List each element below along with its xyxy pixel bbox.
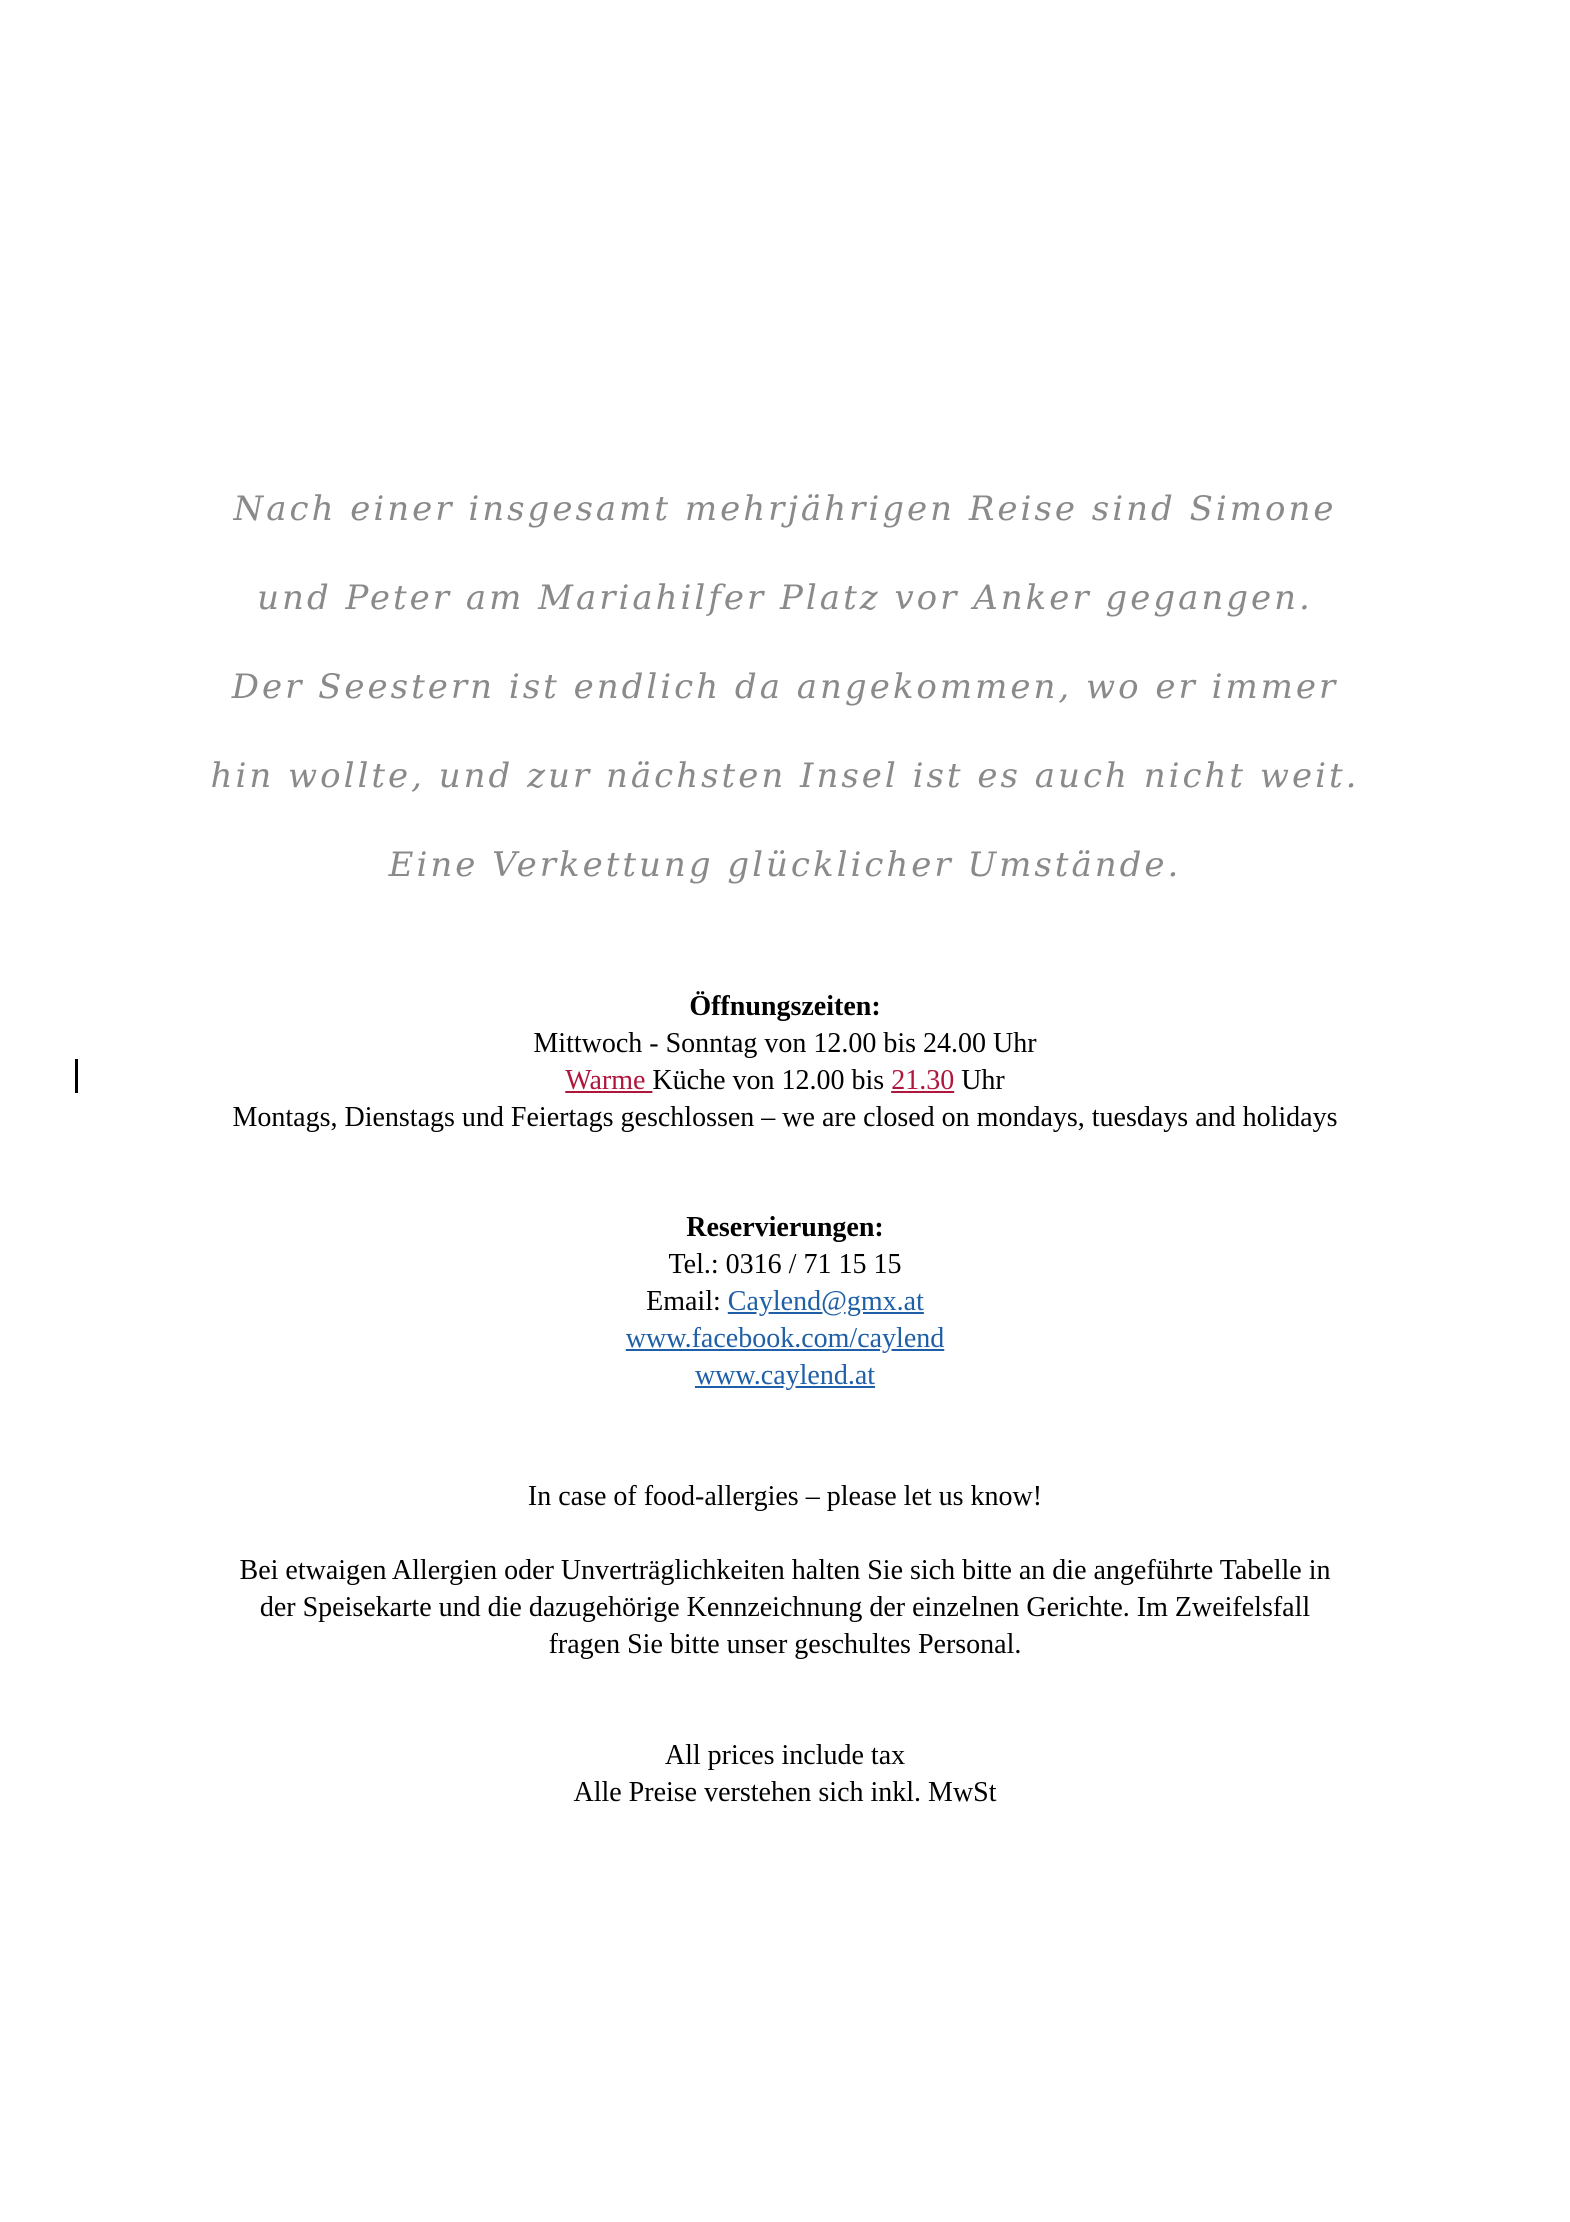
intro-line: Nach einer insgesamt mehrjährigen Reise sind Simone [233,489,1337,529]
intro-line: und Peter am Mariahilfer Platz vor Anker gegangen. [257,578,1313,618]
kitchen-hours [0,1062,1570,1099]
email-label: Email: [646,1286,728,1317]
phone-number: Tel.: 0316 / 71 15 15 [668,1249,902,1280]
closed-days: Montags, Dienstags und Feiertags geschlossen – we are closed on mondays, tuesdays and holidays [232,1102,1338,1133]
allergy-german-line: Bei etwaigen Allergien oder Unverträglichkeiten halten Sie sich bitte an die angeführte Tabelle in [239,1555,1331,1586]
kitchen-hours-text: Küche von 12.00 bis [652,1065,892,1096]
tax-german: Alle Preise verstehen sich inkl. MwSt [573,1777,997,1808]
website-line [0,1357,1570,1394]
opening-days: Mittwoch - Sonntag von 12.00 bis 24.00 Uhr [533,1028,1037,1059]
warme-link[interactable]: Warme [565,1065,653,1096]
tax-english: All prices include tax [664,1740,906,1771]
allergy-notice-german [0,1552,1570,1663]
facebook-line [0,1320,1570,1357]
allergy-german-line: fragen Sie bitte unser geschultes Personal. [548,1629,1022,1660]
allergy-notice-english [0,1478,1570,1515]
email-line [0,1283,1570,1320]
website-link[interactable]: www.caylend.at [694,1360,876,1391]
intro-script-text [0,465,1570,910]
allergy-english-text: In case of food-allergies – please let us know! [527,1481,1043,1512]
kitchen-hours-suffix: Uhr [954,1065,1005,1096]
reservations-heading: Reservierungen: [686,1212,884,1243]
tax-notice [0,1737,1570,1811]
opening-hours-section [0,988,1570,1136]
intro-line: hin wollte, und zur nächsten Insel ist es auch nicht weit. [210,756,1360,796]
email-link[interactable]: Caylend@gmx.at [727,1286,924,1317]
kitchen-close-time-link[interactable]: 21.30 [891,1065,955,1096]
reservations-section [0,1209,1570,1394]
intro-line: Eine Verkettung glücklicher Umstände. [388,845,1182,885]
intro-line: Der Seestern ist endlich da angekommen, wo er immer [231,667,1339,707]
allergy-german-line: der Speisekarte und die dazugehörige Kennzeichnung der einzelnen Gerichte. Im Zweifelsfall [259,1592,1311,1623]
opening-hours-heading: Öffnungszeiten: [689,991,881,1022]
facebook-link[interactable]: www.facebook.com/caylend [625,1323,945,1354]
